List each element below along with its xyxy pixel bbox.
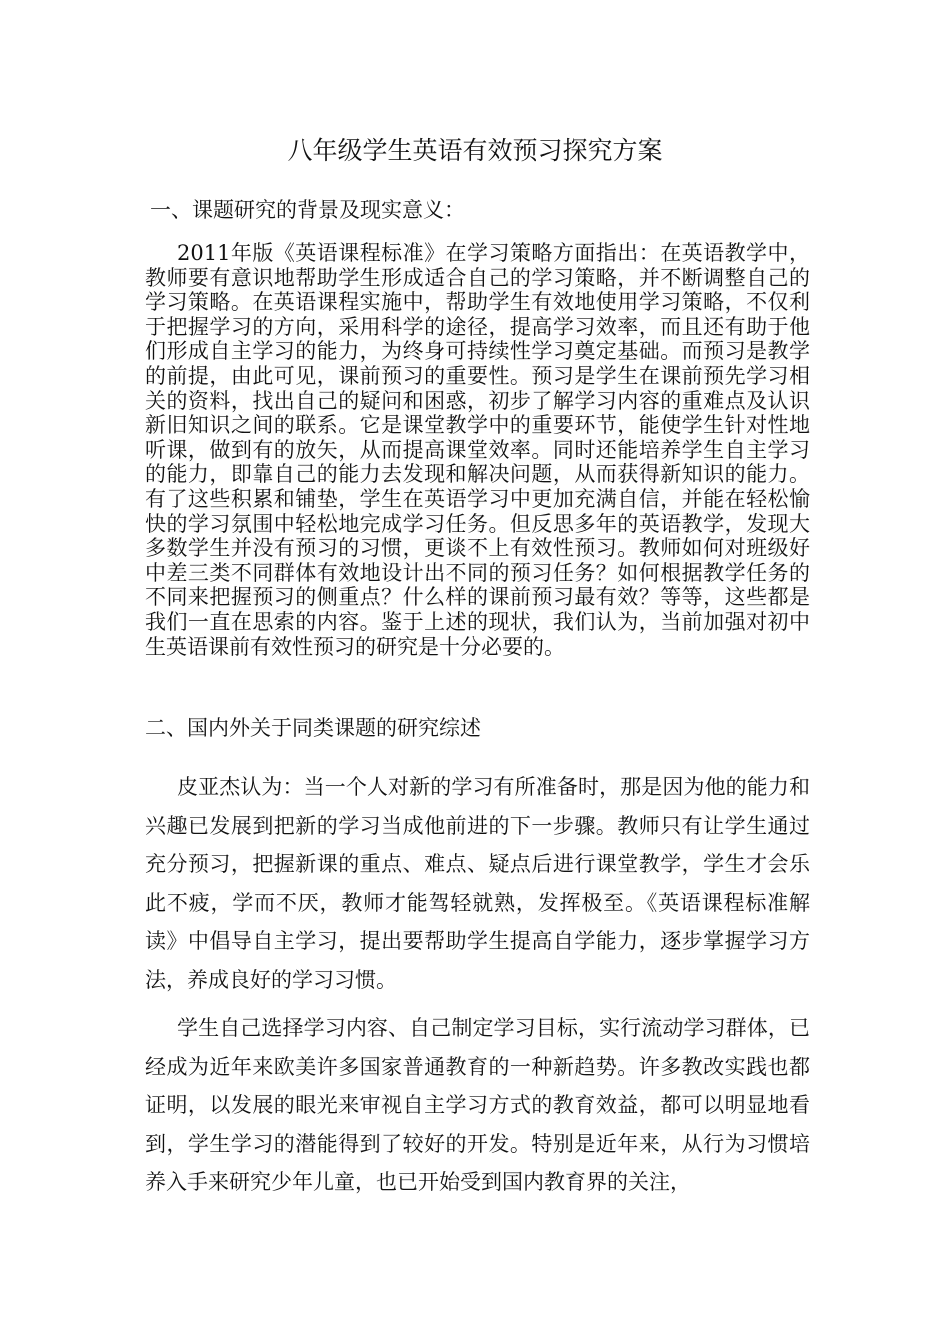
- section2-paragraph-2: 学生自己选择学习内容、自己制定学习目标，实行流动学习群体，已经成为近年来欧美许多国家普通教育的一种新趋势。许多教改实践也都证明，以发展的眼光来审视自主学习方式的教育效益，都可以明显地看到，学生学习的潜能得到了较好的开发。特别是近年来，从行为习惯培养入手来研究少年儿童，也已开始受到国内教育界的关注，: [145, 1016, 810, 1195]
- document-title: 八年级学生英语有效预习探究方案: [287, 136, 663, 165]
- section2-heading: 二、国内外关于同类课题的研究综述: [145, 716, 481, 740]
- section1-heading: 一、课题研究的背景及现实意义：: [150, 198, 465, 222]
- section2-paragraph-1: 皮亚杰认为：当一个人对新的学习有所准备时，那是因为他的能力和兴趣已发展到把新的学习当成他前进的下一步骤。教师只有让学生通过充分预习，把握新课的重点、难点、疑点后进行课堂教学，学生才会乐此不疲，学而不厌，教师才能驾轻就熟，发挥极至。《英语课程标准解读》中倡导自主学习，提出要帮助学生提高自学能力，逐步掌握学习方法，养成良好的学习习惯。: [145, 775, 810, 992]
- section1-paragraph: 2011年版《英语课程标准》在学习策略方面指出：在英语教学中，教师要有意识地帮助学生形成适合自己的学习策略，并不断调整自己的学习策略。在英语课程实施中，帮助学生有效地使用学习策略，不仅利于把握学习的方向，采用科学的途径，提高学习效率，而且还有助于他们形成自主学习的能力，为终身可持续性学习奠定基础。而预习是教学的前提，由此可见，课前预习的重要性。预习是学生在课前预先学习相关的资料，找出自己的疑问和困惑，初步了解学习内容的重难点及认识新旧知识之间的联系。它是课堂教学中的重要环节，能使学生针对性地听课，做到有的放矢，从而提高课堂效率。同时还能培养学生自主学习的能力，即靠自己的能力去发现和解决问题，从而获得新知识的能力。有了这些积累和铺垫，学生在英语学习中更加充满自信，并能在轻松愉快的学习氛围中轻松地完成学习任务。但反思多年的英语教学，发现大多数学生并没有预习的习惯，更谈不上有效性预习。教师如何对班级好中差三类不同群体有效地设计出不同的预习任务？如何根据教学任务的不同来把握预习的侧重点？什么样的课前预习最有效？等等，这些都是我们一直在思索的内容。鉴于上述的现状，我们认为，当前加强对初中生英语课前有效性预习的研究是十分必要的。: [145, 241, 810, 659]
